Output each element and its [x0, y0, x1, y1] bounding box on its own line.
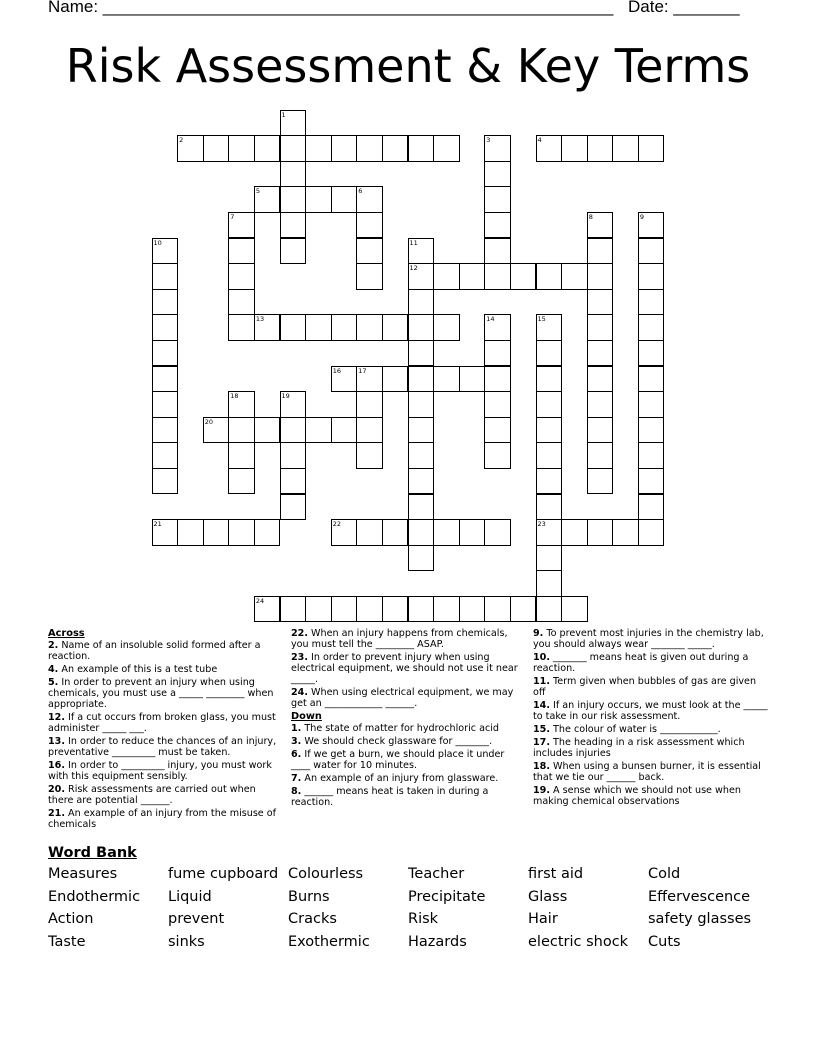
grid-cell[interactable] [152, 417, 179, 444]
grid-cell[interactable] [536, 263, 563, 290]
grid-cell[interactable] [382, 366, 409, 393]
clue-number: 16 [332, 366, 341, 375]
grid-cell[interactable] [638, 289, 665, 316]
grid-cell[interactable] [203, 519, 230, 546]
grid-cell[interactable] [408, 314, 435, 341]
word-bank-item: Effervescence [648, 888, 751, 905]
down-heading: Down [291, 711, 322, 722]
grid-cell[interactable] [459, 519, 486, 546]
clue-item [291, 652, 523, 685]
grid-cell[interactable] [228, 442, 255, 469]
clue-item-text: Term given when bubbles of gas are given off [533, 676, 757, 698]
across-clue-list [48, 640, 280, 830]
grid-cell[interactable] [536, 442, 563, 469]
grid-cell[interactable] [587, 442, 614, 469]
clue-item-text: An example of an injury from glassware. [301, 773, 499, 784]
clue-item [291, 749, 523, 771]
grid-cell[interactable] [228, 238, 255, 265]
clue-item [533, 676, 768, 698]
grid-cell[interactable] [408, 545, 435, 572]
grid-cell[interactable] [638, 263, 665, 290]
clue-item-number: 5. [48, 677, 59, 688]
word-bank-title: Word Bank [48, 845, 137, 861]
clues-column-3 [533, 628, 768, 809]
clue-number: 5 [255, 187, 261, 196]
grid-cell[interactable] [331, 417, 358, 444]
grid-cell[interactable] [408, 135, 435, 162]
clue-item [48, 677, 280, 710]
clue-item-text: When using a bunsen burner, it is essential that we tie our ______ back. [533, 761, 761, 783]
word-bank-item: Cuts [648, 934, 681, 951]
grid-cell[interactable] [254, 519, 281, 546]
grid-cell[interactable] [484, 391, 511, 418]
grid-cell[interactable] [459, 263, 486, 290]
grid-cell[interactable] [280, 238, 307, 265]
grid-cell[interactable] [356, 212, 383, 239]
grid-cell[interactable] [280, 442, 307, 469]
grid-cell[interactable] [305, 135, 332, 162]
grid-cell[interactable] [408, 366, 435, 393]
word-bank-item: Glass [528, 888, 568, 905]
grid-cell[interactable] [280, 596, 307, 623]
clue-number: 17 [358, 366, 367, 375]
grid-cell[interactable] [228, 519, 255, 546]
clue-number: 13 [255, 315, 265, 324]
clue-item [291, 723, 523, 734]
grid-cell[interactable] [587, 263, 614, 290]
grid-cell[interactable] [484, 161, 511, 188]
grid-cell[interactable] [356, 314, 383, 341]
grid-cell[interactable] [433, 596, 460, 623]
clue-number: 6 [358, 187, 363, 196]
grid-cell[interactable] [484, 596, 511, 623]
word-bank-item: sinks [168, 934, 205, 951]
word-bank-item: Liquid [168, 888, 212, 905]
clue-item [533, 724, 768, 735]
clues-column-2 [291, 628, 523, 810]
grid-cell[interactable] [536, 468, 563, 495]
grid-cell[interactable] [152, 314, 179, 341]
clue-number: 1 [281, 110, 286, 119]
grid-cell[interactable] [305, 314, 332, 341]
clue-item-text: The colour of water is ____________. [550, 724, 721, 735]
grid-cell[interactable] [638, 135, 665, 162]
page-title: Risk Assessment & Key Terms [65, 39, 751, 93]
word-bank-item: Cracks [288, 911, 337, 928]
grid-cell[interactable] [152, 468, 179, 495]
clue-number: 19 [281, 392, 290, 401]
grid-cell[interactable] [536, 570, 563, 597]
clue-item-number: 23. [291, 652, 308, 663]
clue-item-text: ______ means heat is taken in during a reaction. [291, 786, 489, 808]
grid-cell[interactable] [408, 596, 435, 623]
grid-cell[interactable] [587, 135, 614, 162]
clue-item-number: 4. [48, 664, 59, 675]
clue-item-text: Risk assessments are carried out when there are potential ______. [48, 784, 256, 806]
grid-cell[interactable] [280, 186, 307, 213]
grid-cell[interactable] [356, 519, 383, 546]
clue-item-number: 13. [48, 736, 65, 747]
clue-item-number: 2. [48, 640, 59, 651]
clue-item [48, 640, 280, 662]
clue-number: 7 [230, 212, 235, 221]
grid-cell[interactable] [587, 391, 614, 418]
clue-item [48, 808, 280, 830]
clue-number: 14 [486, 315, 495, 324]
grid-cell[interactable] [587, 519, 614, 546]
grid-cell[interactable] [305, 417, 332, 444]
grid-cell[interactable] [408, 289, 435, 316]
clue-item-text: In order to _________ injury, you must work with this equipment sensibly. [48, 760, 272, 782]
grid-cell[interactable] [356, 391, 383, 418]
grid-cell[interactable] [484, 366, 511, 393]
clue-item [533, 785, 768, 807]
grid-cell[interactable] [587, 289, 614, 316]
grid-cell[interactable] [433, 366, 460, 393]
grid-cell[interactable] [382, 596, 409, 623]
word-bank-item: Risk [408, 911, 439, 928]
clue-item-text: A sense which we should not use when making chemical observations [533, 785, 741, 807]
clue-item [291, 628, 523, 650]
clue-item-number: 3. [291, 736, 302, 747]
grid-cell[interactable] [561, 519, 588, 546]
clue-item [291, 687, 523, 709]
grid-cell[interactable] [433, 519, 460, 546]
clue-number: 10 [153, 238, 162, 247]
grid-cell[interactable] [305, 596, 332, 623]
clue-item-number: 8. [291, 786, 302, 797]
word-bank-item: prevent [168, 911, 225, 928]
clue-item-number: 15. [533, 724, 550, 735]
across-heading: Across [48, 628, 85, 639]
down-clue-list-continued [533, 628, 768, 807]
grid-cell[interactable] [587, 468, 614, 495]
clue-item-text: In order to prevent an injury when using chemicals, you must use a _____ ________ when appropriate. [48, 677, 274, 710]
clue-item [291, 786, 523, 808]
grid-cell[interactable] [331, 596, 358, 623]
clue-item-text: The heading in a risk assessment which includes injuries [533, 737, 745, 759]
grid-cell[interactable] [536, 596, 563, 623]
grid-cell[interactable] [536, 545, 563, 572]
clue-item-text: An example of an injury from the misuse of chemicals [48, 808, 277, 830]
clue-item [533, 761, 768, 783]
grid-cell[interactable] [561, 263, 588, 290]
clue-item [48, 760, 280, 782]
grid-cell[interactable] [587, 340, 614, 367]
word-bank-item: Endothermic [48, 888, 141, 905]
clue-item-text: The state of matter for hydrochloric acid [301, 723, 499, 734]
grid-cell[interactable] [280, 161, 307, 188]
grid-cell[interactable] [382, 135, 409, 162]
clue-item [533, 652, 768, 674]
grid-cell[interactable] [331, 135, 358, 162]
clue-item-number: 24. [291, 687, 308, 698]
clue-item-number: 18. [533, 761, 550, 772]
word-bank-item: Measures [48, 866, 118, 882]
grid-cell[interactable] [638, 366, 665, 393]
word-bank-item: Burns [288, 888, 330, 905]
date-field[interactable]: Date: _______ [628, 0, 740, 16]
clue-number: 11 [409, 238, 418, 247]
grid-cell[interactable] [280, 314, 307, 341]
word-bank-item: Teacher [408, 866, 465, 882]
clues-column-1 [48, 628, 280, 832]
grid-cell[interactable] [459, 596, 486, 623]
word-bank-item: Precipitate [408, 888, 486, 905]
clue-number: 15 [537, 315, 546, 324]
clue-item-text: To prevent most injuries in the chemistry lab, you should always wear _______ _____. [533, 628, 764, 650]
word-bank-item: Colourless [288, 866, 364, 882]
grid-cell[interactable] [433, 314, 460, 341]
grid-cell[interactable] [612, 519, 639, 546]
clue-item-number: 12. [48, 712, 65, 723]
grid-cell[interactable] [638, 238, 665, 265]
grid-cell[interactable] [587, 366, 614, 393]
grid-cell[interactable] [203, 135, 230, 162]
clue-item-text: When using electrical equipment, we may get an ____________ ______. [291, 687, 514, 709]
clue-item-number: 22. [291, 628, 308, 639]
grid-cell[interactable] [638, 519, 665, 546]
grid-cell[interactable] [638, 314, 665, 341]
across-clue-list-continued [291, 628, 523, 709]
grid-cell[interactable] [408, 442, 435, 469]
grid-cell[interactable] [484, 442, 511, 469]
grid-cell[interactable] [638, 340, 665, 367]
grid-cell[interactable] [638, 468, 665, 495]
word-bank-item: Exothermic [288, 934, 370, 951]
grid-cell[interactable] [484, 340, 511, 367]
clue-item-number: 20. [48, 784, 65, 795]
grid-cell[interactable] [433, 263, 460, 290]
clue-item-text: If we get a burn, we should place it under ____ water for 10 minutes. [291, 749, 505, 771]
clue-number: 18 [230, 392, 239, 401]
clue-item-text: In order to reduce the chances of an injury, preventative _________ must be taken. [48, 736, 277, 758]
grid-cell[interactable] [254, 417, 281, 444]
grid-cell[interactable] [382, 314, 409, 341]
clue-item-text: If a cut occurs from broken glass, you must administer _____ ___. [48, 712, 276, 734]
grid-cell[interactable] [228, 468, 255, 495]
clue-item-text: If an injury occurs, we must look at the _____ to take in our risk assessment. [533, 700, 768, 722]
grid-cell[interactable] [561, 596, 588, 623]
grid-cell[interactable] [356, 442, 383, 469]
grid-cell[interactable] [356, 135, 383, 162]
grid-cell[interactable] [484, 212, 511, 239]
grid-cell[interactable] [280, 468, 307, 495]
grid-cell[interactable] [408, 494, 435, 521]
word-bank-item: first aid [528, 866, 584, 882]
clue-item [533, 737, 768, 759]
clue-number: 24 [255, 596, 265, 605]
grid-cell[interactable] [587, 314, 614, 341]
grid-cell[interactable] [484, 519, 511, 546]
grid-cell[interactable] [280, 212, 307, 239]
clue-number: 4 [537, 136, 542, 145]
grid-cell[interactable] [638, 417, 665, 444]
clue-item-number: 21. [48, 808, 65, 819]
clue-item [48, 664, 280, 675]
clue-number: 21 [153, 520, 162, 529]
clue-item [291, 736, 523, 747]
clue-item-number: 10. [533, 652, 550, 663]
grid-cell[interactable] [228, 289, 255, 316]
clue-item-number: 19. [533, 785, 550, 796]
grid-cell[interactable] [356, 238, 383, 265]
clue-item-text: Name of an insoluble solid formed after a reaction. [48, 640, 261, 662]
grid-cell[interactable] [254, 135, 281, 162]
grid-cell[interactable] [152, 366, 179, 393]
clue-item [48, 784, 280, 806]
grid-cell[interactable] [408, 391, 435, 418]
grid-cell[interactable] [638, 442, 665, 469]
down-clue-list [291, 723, 523, 808]
grid-cell[interactable] [228, 417, 255, 444]
grid-cell[interactable] [177, 519, 204, 546]
clue-number: 20 [204, 417, 213, 426]
clue-item [533, 700, 768, 722]
grid-cell[interactable] [484, 417, 511, 444]
grid-cell[interactable] [459, 366, 486, 393]
clue-item-text: _______ means heat is given out during a reaction. [533, 652, 749, 674]
grid-cell[interactable] [280, 135, 307, 162]
grid-cell[interactable] [152, 263, 179, 290]
grid-cell[interactable] [228, 135, 255, 162]
grid-cell[interactable] [433, 135, 460, 162]
grid-cell[interactable] [305, 186, 332, 213]
clue-number: 22 [332, 520, 341, 529]
grid-cell[interactable] [228, 263, 255, 290]
grid-cell[interactable] [536, 494, 563, 521]
clue-item [533, 628, 768, 650]
name-field[interactable]: Name: ______________________________________________________ [48, 0, 614, 16]
clue-number: 2 [179, 136, 184, 145]
grid-cell[interactable] [561, 135, 588, 162]
clue-item-text: An example of this is a test tube [58, 664, 218, 675]
grid-cell[interactable] [408, 340, 435, 367]
grid-cell[interactable] [484, 238, 511, 265]
word-bank-item: Hair [528, 911, 558, 928]
grid-cell[interactable] [536, 366, 563, 393]
clue-item-number: 11. [533, 676, 550, 687]
word-bank-item: Taste [48, 934, 86, 951]
grid-cell[interactable] [152, 340, 179, 367]
grid-cell[interactable] [408, 519, 435, 546]
grid-cell[interactable] [536, 391, 563, 418]
clue-item-text: When an injury happens from chemicals, you must tell the ________ ASAP. [291, 628, 508, 650]
word-bank-item: Hazards [408, 934, 467, 951]
grid-cell[interactable] [510, 596, 537, 623]
grid-cell[interactable] [382, 519, 409, 546]
grid-cell[interactable] [587, 417, 614, 444]
grid-cell[interactable] [638, 494, 665, 521]
clue-item-number: 6. [291, 749, 302, 760]
clue-item-number: 16. [48, 760, 65, 771]
clue-item-number: 17. [533, 737, 550, 748]
clue-item [291, 773, 523, 784]
grid-cell[interactable] [638, 391, 665, 418]
grid-cell[interactable] [280, 417, 307, 444]
grid-cell[interactable] [536, 417, 563, 444]
grid-cell[interactable] [356, 263, 383, 290]
word-bank-item: safety glasses [648, 911, 752, 928]
grid-cell[interactable] [152, 391, 179, 418]
grid-cell[interactable] [228, 314, 255, 341]
grid-cell[interactable] [331, 186, 358, 213]
grid-cell[interactable] [587, 238, 614, 265]
grid-cell[interactable] [484, 186, 511, 213]
clue-number: 8 [588, 212, 593, 221]
clue-item-number: 14. [533, 700, 550, 711]
grid-cell[interactable] [510, 263, 537, 290]
grid-cell[interactable] [408, 417, 435, 444]
grid-cell[interactable] [408, 468, 435, 495]
clue-number: 9 [639, 212, 645, 221]
word-bank-item: fume cupboard [168, 866, 279, 882]
clue-item-text: In order to prevent injury when using electrical equipment, we should not use it near _____. [291, 652, 518, 685]
grid-cell[interactable] [331, 314, 358, 341]
grid-cell[interactable] [536, 340, 563, 367]
clue-item-number: 1. [291, 723, 302, 734]
grid-cell[interactable] [484, 263, 511, 290]
word-bank-item: Cold [648, 866, 681, 882]
grid-cell[interactable] [280, 494, 307, 521]
clue-item [48, 736, 280, 758]
grid-cell[interactable] [612, 135, 639, 162]
clue-item-number: 7. [291, 773, 302, 784]
grid-cell[interactable] [152, 289, 179, 316]
word-bank-item: electric shock [528, 934, 629, 951]
word-bank-item: Action [48, 911, 94, 928]
clue-item-text: We should check glassware for _______. [301, 736, 493, 747]
grid-cell[interactable] [152, 442, 179, 469]
clue-item-number: 9. [533, 628, 544, 639]
grid-cell[interactable] [356, 596, 383, 623]
clue-item [48, 712, 280, 734]
clue-number: 23 [537, 520, 546, 529]
grid-cell[interactable] [356, 417, 383, 444]
clue-number: 12 [409, 264, 418, 273]
clue-number: 3 [486, 136, 491, 145]
